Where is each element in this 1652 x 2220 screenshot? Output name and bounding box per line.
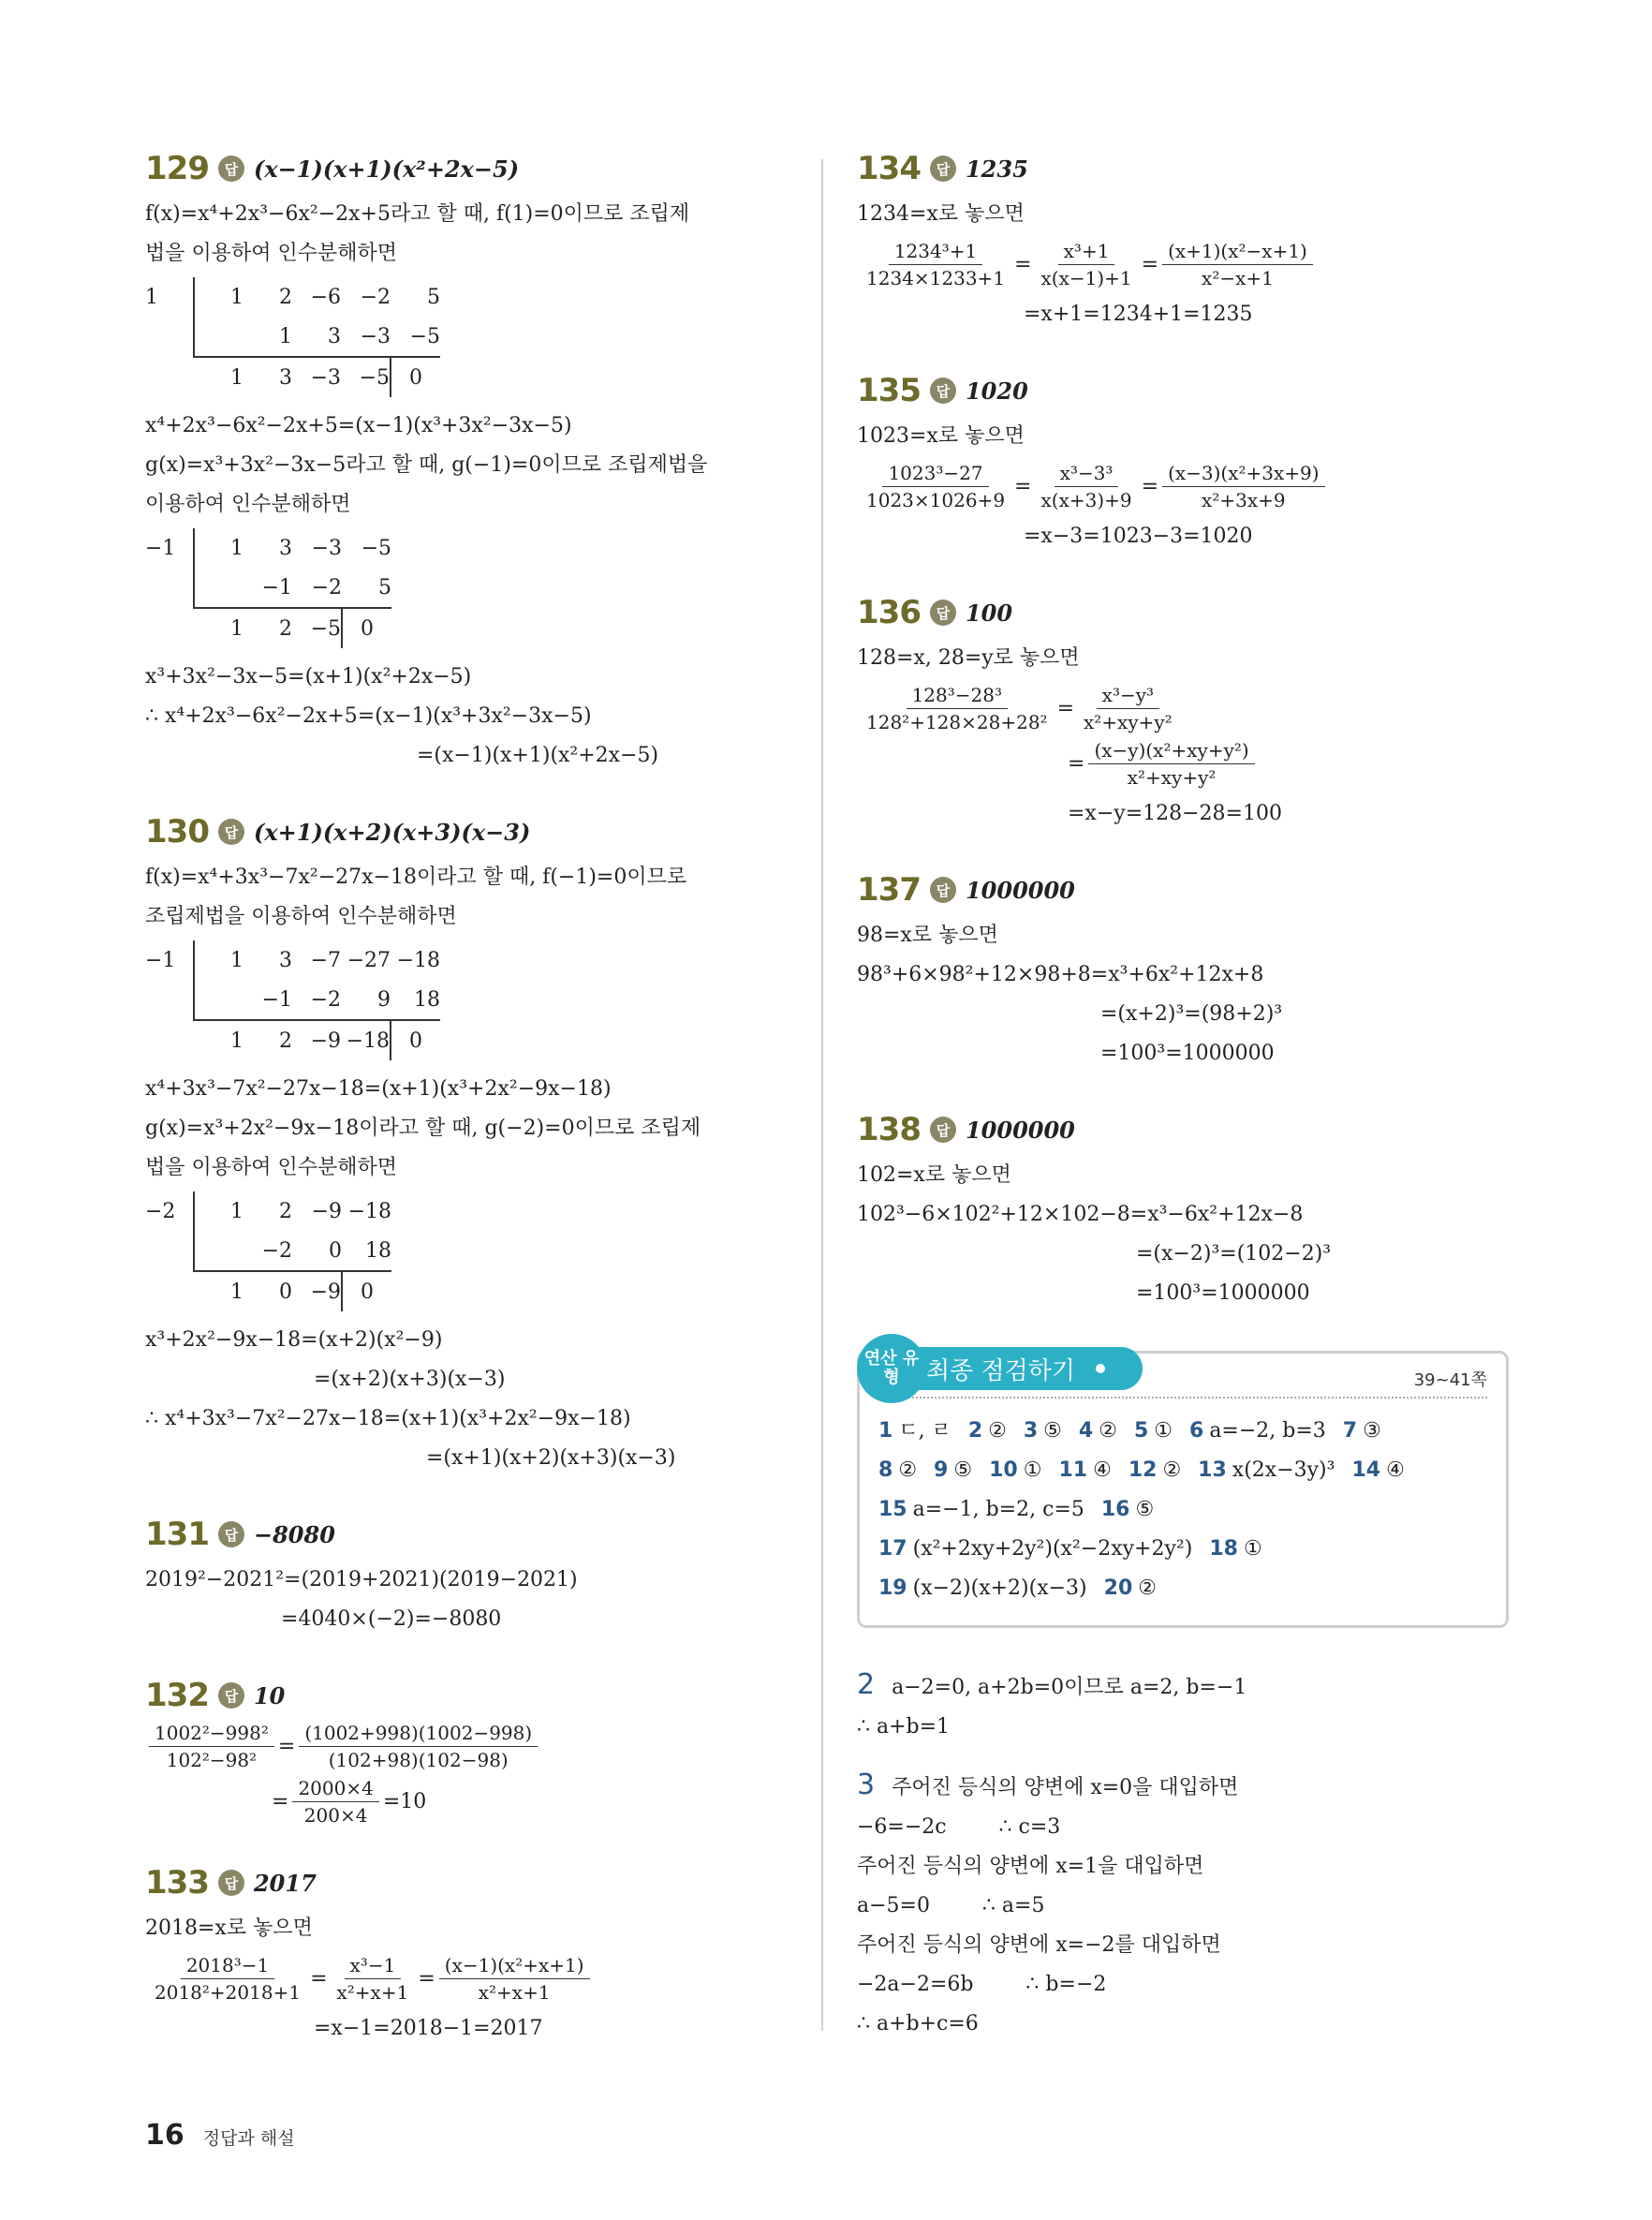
text-line: =x+1=1234+1=1235 <box>1024 303 1253 326</box>
question-answer: ① <box>1243 1537 1262 1561</box>
question-answer: ① <box>1154 1419 1173 1443</box>
text-line: =(x−2)³=(102−2)³ <box>1136 1242 1332 1265</box>
text-line: 주어진 등식의 양변에 x=1을 대입하면 <box>857 1855 1204 1878</box>
fraction: $\frac{\text{(x−1)(x²+x+1)}}{\text{x²+x+1}}$ <box>439 1954 590 2004</box>
question-number: 4 <box>1078 1419 1094 1443</box>
problem-135 <box>857 372 1512 556</box>
text-line: 주어진 등식의 양변에 x=−2를 대입하면 <box>857 1933 1221 1957</box>
problem-number: 129 <box>145 150 209 187</box>
synthetic-division: −2 1 2 −9 −18 −2 0 18 1 0 −9 0 <box>145 1191 801 1311</box>
question-answer: a=−2, b=3 <box>1209 1419 1326 1443</box>
equation-row: $\frac{\text{1002²−998²}}{\text{102²−98²}}$ = $\frac{(1002+998)(1002-998)}{(102+98)(102-98)}$ <box>145 1722 801 1771</box>
page-number: 16 <box>145 2119 184 2152</box>
problem-number: 136 <box>857 594 921 631</box>
problem-number: 131 <box>145 1516 209 1553</box>
left-column <box>145 150 801 2086</box>
problem-number: 133 <box>145 1864 209 1902</box>
question-number: 20 <box>1103 1576 1133 1600</box>
text-line: 법을 이용하여 인수분해하면 <box>145 1156 398 1179</box>
text-line: 98³+6×98²+12×98+8=x³+6x²+12x+8 <box>857 963 1264 986</box>
text-line: 조립제법을 이용하여 인수분해하면 <box>145 905 457 928</box>
text-line: 98=x로 놓으면 <box>857 924 998 947</box>
text-line: f(x)=x⁴+3x³−7x²−27x−18이라고 할 때, f(−1)=0이므로 <box>145 866 687 889</box>
answer: (x−1)(x+1)(x²+2x−5) <box>253 155 520 183</box>
fraction: $\frac{\text{1023³−27}}{1023\times 1026+9}$ <box>866 462 1006 511</box>
text-line: a−5=0 ∴ a=5 <box>857 1894 1045 1917</box>
text-line: =x−y=128−28=100 <box>1068 802 1282 825</box>
equation-row: = $\frac{2000\times 4}{200\times 4}$ =10 <box>272 1777 427 1827</box>
question-number: 6 <box>1189 1419 1204 1443</box>
text-line: =100³=1000000 <box>1100 1042 1275 1065</box>
dot-icon <box>1096 1364 1105 1373</box>
solution-number: 2 <box>857 1668 876 1701</box>
problem-134 <box>857 150 1512 334</box>
question-number: 3 <box>1023 1419 1039 1443</box>
question-number: 17 <box>878 1537 907 1561</box>
question-answer: (x−2)(x+2)(x−3) <box>912 1576 1087 1600</box>
column-divider <box>821 159 823 2031</box>
question-number: 2 <box>967 1419 983 1443</box>
answer: 10 <box>253 1681 286 1709</box>
answer-badge: 답 <box>930 1117 956 1143</box>
fraction: $\frac{\text{x³−y³}}{\text{x²+xy+y²}}$ <box>1084 684 1173 733</box>
fraction: $\frac{\text{2018³−1}}{\text{2018²+2018+1}}$ <box>155 1954 302 2004</box>
text-line: 128=x, 28=y로 놓으면 <box>857 646 1080 670</box>
answer-badge: 답 <box>930 877 956 903</box>
fraction: $\frac{\text{128³−28³}}{\text{128²+128×28+28²}}$ <box>866 684 1048 733</box>
section-tag: 연산 유형 <box>857 1334 926 1403</box>
answer-row <box>878 1451 1487 1490</box>
answer: 1235 <box>965 155 1028 183</box>
text-line: ∴ a+b=1 <box>857 1715 951 1739</box>
fraction: $\frac{\text{x³−3³}}{x(x+3)+9}$ <box>1040 462 1132 511</box>
problem-132 <box>145 1677 801 1827</box>
question-answer: ④ <box>1386 1458 1405 1482</box>
equation-row: $\frac{\text{128³−28³}}{\text{128²+128×28+28²}}$ = $\frac{\text{x³−y³}}{\text{x²+xy+y²}}$ <box>857 684 1512 733</box>
page-range: 39~41쪽 <box>1413 1370 1487 1390</box>
text-line: 1234=x로 놓으면 <box>857 202 1025 226</box>
question-number: 18 <box>1209 1537 1238 1561</box>
answer: 1000000 <box>965 1116 1075 1144</box>
fraction: $\frac{\text{(x−y)(x²+xy+y²)}}{\text{x²+xy+y²}}$ <box>1088 739 1254 789</box>
question-answer: ③ <box>1363 1419 1381 1443</box>
question-answer: (x²+2xy+2y²)(x²−2xy+2y²) <box>912 1537 1193 1561</box>
question-answer: ㄷ, ㄹ <box>898 1419 951 1443</box>
question-answer: ② <box>1099 1419 1117 1443</box>
answer-badge: 답 <box>930 155 956 182</box>
question-answer: ⑤ <box>953 1458 973 1482</box>
text-line: =x−3=1023−3=1020 <box>1024 525 1253 548</box>
fraction: $\frac{\text{1002²−998²}}{\text{102²−98²}}$ <box>149 1722 274 1771</box>
problem-130 <box>145 813 801 1478</box>
question-number: 9 <box>934 1458 949 1482</box>
answer-badge: 답 <box>218 819 244 845</box>
answer-badge: 답 <box>930 599 956 626</box>
question-number: 11 <box>1058 1458 1088 1482</box>
question-answer: ① <box>1023 1458 1042 1482</box>
synthetic-division: −1 1 3 −7 −27 −18 −1 −2 9 18 1 2 −9 −18 0 <box>145 940 801 1060</box>
question-number: 13 <box>1198 1458 1227 1482</box>
text-line: ∴ a+b+c=6 <box>857 2012 979 2035</box>
solution-number: 3 <box>857 1769 876 1801</box>
answer-row <box>878 1569 1487 1608</box>
text-line: =100³=1000000 <box>1136 1281 1310 1305</box>
text-line: 법을 이용하여 인수분해하면 <box>145 242 398 265</box>
question-number: 15 <box>878 1498 907 1521</box>
fraction: $\frac{\text{(x+1)(x²−x+1)}}{\text{x²−x+1}}$ <box>1162 240 1313 289</box>
solution-3 <box>857 1766 1512 2044</box>
problem-137 <box>857 871 1512 1073</box>
text-line: 102=x로 놓으면 <box>857 1163 1011 1187</box>
problem-138 <box>857 1111 1512 1313</box>
box-title-ribbon <box>907 1347 1143 1390</box>
text-line: g(x)=x³+2x²−9x−18이라고 할 때, g(−2)=0이므로 조립제 <box>145 1117 701 1140</box>
problem-number: 134 <box>857 150 921 187</box>
text-line: 2019²−2021²=(2019+2021)(2019−2021) <box>145 1568 578 1591</box>
question-answer: ⑤ <box>1135 1498 1155 1521</box>
fraction: $\frac{\text{1234³+1}}{1234\times 1233+1}$ <box>866 240 1006 289</box>
question-number: 12 <box>1128 1458 1158 1482</box>
problem-133 <box>145 1864 801 2049</box>
fraction: $\frac{(1002+998)(1002-998)}{(102+98)(102-98)}$ <box>299 1722 538 1771</box>
answer: 1000000 <box>965 876 1075 904</box>
question-number: 5 <box>1133 1419 1149 1443</box>
question-number: 1 <box>878 1419 893 1443</box>
text-line: =(x+2)(x+3)(x−3) <box>314 1368 506 1391</box>
problem-number: 138 <box>857 1111 921 1148</box>
solution-2 <box>857 1665 1512 1747</box>
question-number: 19 <box>878 1576 907 1600</box>
question-answer: ⑤ <box>1043 1419 1062 1443</box>
equation-row: $\frac{\text{1234³+1}}{1234\times 1233+1}$ = $\frac{\text{x³+1}}{x(x-1)+1}$ = $\frac{\text{(x+1)(x²−x+1)}}{\text{x²−x+1}}$ <box>857 240 1512 289</box>
dotted-divider <box>878 1397 1487 1399</box>
question-answer: ② <box>1162 1458 1182 1482</box>
answer: (x+1)(x+2)(x+3)(x−3) <box>253 818 531 846</box>
fraction: $\frac{\text{x³−1}}{\text{x²+x+1}}$ <box>336 1954 409 2004</box>
fraction: $\frac{2000\times 4}{200\times 4}$ <box>292 1777 378 1827</box>
text-line: −2a−2=6b ∴ b=−2 <box>857 1973 1107 1996</box>
text-line: =4040×(−2)=−8080 <box>281 1607 502 1631</box>
text-line: =x−1=2018−1=2017 <box>314 2017 543 2040</box>
problem-number: 132 <box>145 1677 209 1714</box>
box-title: 최종 점검하기 <box>926 1356 1075 1385</box>
answer-row <box>878 1530 1487 1569</box>
text-line: 1023=x로 놓으면 <box>857 424 1025 448</box>
question-answer: ② <box>1138 1576 1157 1600</box>
answer-badge: 답 <box>218 1521 244 1547</box>
question-answer: x(2x−3y)³ <box>1232 1458 1335 1482</box>
text-line: f(x)=x⁴+2x³−6x²−2x+5라고 할 때, f(1)=0이므로 조립제 <box>145 202 690 226</box>
text-line: −6=−2c ∴ c=3 <box>857 1815 1061 1839</box>
text-line: 이용하여 인수분해하면 <box>145 493 351 516</box>
question-answer: a=−1, b=2, c=5 <box>912 1498 1084 1521</box>
answer-row <box>878 1490 1487 1530</box>
answer-row <box>878 1412 1487 1451</box>
answer-badge: 답 <box>218 155 244 182</box>
answer-badge: 답 <box>218 1682 244 1709</box>
problem-number: 135 <box>857 372 921 409</box>
box-body <box>857 1351 1509 1628</box>
problem-129 <box>145 150 801 776</box>
text-line: g(x)=x³+3x²−3x−5라고 할 때, g(−1)=0이므로 조립제법을 <box>145 453 708 477</box>
footer-label: 정답과 해설 <box>202 2128 295 2149</box>
equation-row: = $\frac{\text{(x−y)(x²+xy+y²)}}{\text{x²+xy+y²}}$ <box>857 739 1512 789</box>
problem-number: 130 <box>145 813 209 851</box>
equation-row: $\frac{\text{2018³−1}}{\text{2018²+2018+1}}$ = $\frac{\text{x³−1}}{\text{x²+x+1}}$ = $\frac{\text{(x−1)(x²+x+1)}}{\text{x²+x+1}}$ <box>145 1954 801 2004</box>
text-line: x⁴+2x³−6x²−2x+5=(x−1)(x³+3x²−3x−5) <box>145 414 572 437</box>
final-check-box <box>857 1351 1512 1628</box>
question-number: 8 <box>878 1458 893 1482</box>
answer: 1020 <box>965 377 1028 405</box>
page-footer <box>145 2119 295 2152</box>
question-answer: ② <box>988 1419 1007 1443</box>
answer: 2017 <box>253 1869 317 1897</box>
text-line: x³+2x²−9x−18=(x+2)(x²−9) <box>145 1328 443 1352</box>
text-line: ∴ x⁴+3x³−7x²−27x−18=(x+1)(x³+2x²−9x−18) <box>145 1407 631 1430</box>
equation-row: $\frac{\text{1023³−27}}{1023\times 1026+9}$ = $\frac{\text{x³−3³}}{x(x+3)+9}$ = $\frac{\text{(x−3)(x²+3x+9)}}{\text{x²+3x+9}}$ <box>857 462 1512 511</box>
text-line: 102³−6×102²+12×102−8=x³−6x²+12x−8 <box>857 1203 1304 1226</box>
text-line: =(x+2)³=(98+2)³ <box>1100 1002 1283 1026</box>
question-answer: ④ <box>1093 1458 1112 1482</box>
question-number: 10 <box>989 1458 1018 1482</box>
text-line: =(x−1)(x+1)(x²+2x−5) <box>417 744 659 767</box>
answer-list <box>878 1412 1487 1608</box>
fraction: $\frac{\text{(x−3)(x²+3x+9)}}{\text{x²+3x+9}}$ <box>1162 462 1325 511</box>
answer: −8080 <box>253 1520 335 1548</box>
text-line: 주어진 등식의 양변에 x=0을 대입하면 <box>892 1776 1239 1799</box>
answer: 100 <box>965 599 1013 627</box>
fraction: $\frac{\text{x³+1}}{x(x-1)+1}$ <box>1040 240 1132 289</box>
right-column <box>857 150 1512 2081</box>
text-line: ∴ x⁴+2x³−6x²−2x+5=(x−1)(x³+3x²−3x−5) <box>145 704 592 728</box>
problem-number: 137 <box>857 871 921 909</box>
question-answer: ② <box>898 1458 918 1482</box>
text-line: a−2=0, a+2b=0이므로 a=2, b=−1 <box>892 1676 1247 1699</box>
question-number: 7 <box>1342 1419 1358 1443</box>
text-line: x³+3x²−3x−5=(x+1)(x²+2x−5) <box>145 665 472 688</box>
answer-badge: 답 <box>218 1870 244 1896</box>
question-number: 14 <box>1351 1458 1381 1482</box>
text-line: x⁴+3x³−7x²−27x−18=(x+1)(x³+2x²−9x−18) <box>145 1077 612 1101</box>
problem-136 <box>857 594 1512 834</box>
text-line: =(x+1)(x+2)(x+3)(x−3) <box>426 1446 676 1470</box>
question-number: 16 <box>1100 1498 1130 1521</box>
answer-badge: 답 <box>930 377 956 404</box>
synthetic-division: −1 1 3 −3 −5 −1 −2 5 1 2 −5 0 <box>145 528 801 648</box>
synthetic-division: 1 1 2 −6 −2 5 1 3 −3 −5 1 3 −3 −5 0 <box>145 277 801 397</box>
text-line: 2018=x로 놓으면 <box>145 1917 313 1940</box>
problem-131 <box>145 1516 801 1639</box>
